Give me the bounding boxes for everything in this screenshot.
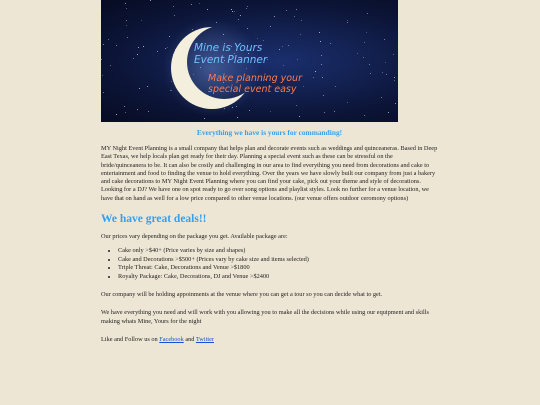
star xyxy=(395,103,396,104)
star xyxy=(232,11,233,12)
star xyxy=(369,64,370,65)
twitter-link[interactable]: Twitter xyxy=(195,335,214,343)
star xyxy=(294,16,295,17)
tagline: Everything we have is yours for commanding! xyxy=(196,128,343,137)
star xyxy=(322,77,323,78)
star xyxy=(150,0,151,1)
star xyxy=(270,26,271,27)
star xyxy=(101,59,102,60)
star xyxy=(126,8,127,9)
hero-title-line1: Mine is Yours xyxy=(194,42,263,54)
star xyxy=(279,49,280,50)
star xyxy=(288,45,289,46)
star xyxy=(148,111,149,112)
star xyxy=(286,10,287,11)
hero-subtitle-line1: Make planning your xyxy=(208,73,302,84)
star xyxy=(323,95,324,96)
star xyxy=(143,46,144,47)
star xyxy=(125,112,126,113)
star xyxy=(191,4,192,5)
star xyxy=(394,77,395,78)
star xyxy=(174,15,175,16)
facebook-link[interactable]: Facebook xyxy=(159,335,184,343)
star xyxy=(347,102,348,103)
intro-paragraph: MY Night Event Planning is a small company that helps plan and decorate events such as weddings and quinceaneras. Based in Deep East Texas, we help locals plan get ready for their day. Planning a special event such as these can be stressful on the bride/quinceanera to be. It can also be costly and challenging in our area to find everything you need from decorations and cake to entertainment and food to finding the venue to hold everything. Over the years we have slowly built our company from just a bakery and cake decorations to MY Night Event Planning where you can find your cake, pick out your theme and style of decorations. Looking for a DJ? We have one on spot ready to go over song options and playlist styles. Look no further for a venue location, we have that on hand as well for a low price compared to other venue locations. (our venue offers outdoor ceromony options) xyxy=(101,145,438,202)
star xyxy=(124,106,125,107)
star xyxy=(384,39,385,40)
star xyxy=(126,20,127,21)
social-prefix: Like and Follow us on xyxy=(101,335,158,343)
star xyxy=(382,72,383,73)
star xyxy=(234,11,235,12)
closing-paragraph: We have everything you need and will work with you allowing you to make all the decisions while using our equipment and skills making whats Mine, Yours for the night xyxy=(101,309,429,325)
star xyxy=(364,115,365,116)
star xyxy=(296,105,297,106)
star xyxy=(263,40,264,41)
star xyxy=(330,43,331,44)
star xyxy=(296,9,297,10)
star xyxy=(303,86,304,87)
star xyxy=(157,51,158,52)
star xyxy=(274,16,275,17)
star xyxy=(133,58,134,59)
hero-title xyxy=(194,42,267,66)
hero-subtitle xyxy=(208,73,302,95)
package-list xyxy=(101,247,438,281)
star xyxy=(347,22,348,23)
list-item: • Royalty Package: Cake, Decorations, DJ and Venue >$2400 xyxy=(118,273,438,281)
star xyxy=(321,64,322,65)
star xyxy=(139,88,140,89)
star xyxy=(370,73,371,74)
star xyxy=(324,112,325,113)
star xyxy=(385,62,386,63)
star xyxy=(199,3,200,4)
star xyxy=(147,86,148,87)
star xyxy=(116,114,117,115)
star xyxy=(297,59,298,60)
star xyxy=(247,6,248,7)
star xyxy=(204,118,205,119)
star xyxy=(246,8,247,9)
social-and: and xyxy=(185,335,195,343)
list-item: • Triple Threat: Cake, Decorations and Venue >$1800 xyxy=(118,264,438,272)
star xyxy=(173,6,174,7)
list-item: • Cake and Decorations >$500+ (Prices vary by cake size and items selected) xyxy=(118,256,438,264)
star xyxy=(363,57,364,58)
star xyxy=(319,32,320,33)
star xyxy=(283,65,284,66)
star xyxy=(299,116,300,117)
star xyxy=(300,34,301,35)
hero-banner xyxy=(101,0,398,122)
star xyxy=(321,55,322,56)
hero-subtitle-line2: special event easy xyxy=(208,84,297,95)
star xyxy=(386,74,387,75)
star xyxy=(270,111,271,112)
star xyxy=(127,37,128,38)
social-links xyxy=(101,336,438,344)
star xyxy=(393,54,394,55)
star xyxy=(125,3,126,4)
star xyxy=(126,25,127,26)
crescent-moon-icon xyxy=(162,18,262,118)
main-content xyxy=(101,0,438,344)
star xyxy=(110,65,111,66)
star xyxy=(320,41,321,42)
star xyxy=(137,109,138,110)
star xyxy=(138,47,139,48)
star xyxy=(334,111,335,112)
hero-title-line2: Event Planner xyxy=(194,54,268,66)
star xyxy=(366,32,367,33)
star xyxy=(388,112,389,113)
star xyxy=(315,71,316,72)
star xyxy=(103,92,104,93)
deals-heading: We have great deals!! xyxy=(101,213,207,226)
star xyxy=(207,9,208,10)
star xyxy=(231,9,232,10)
star xyxy=(108,39,109,40)
list-item: • Cake only >$40+ (Price varies by size and shapes) xyxy=(118,247,438,255)
star xyxy=(381,97,382,98)
star xyxy=(240,15,241,16)
appointments-paragraph: Our company will be holding appoinments at the venue where you can get a tour so you can decide what to get. xyxy=(101,291,383,298)
star xyxy=(357,53,358,54)
star xyxy=(282,46,283,47)
star xyxy=(367,13,368,14)
star xyxy=(141,20,142,21)
star xyxy=(301,20,302,21)
star xyxy=(394,80,395,81)
star xyxy=(364,42,365,43)
star xyxy=(335,86,336,87)
star xyxy=(313,77,314,78)
star xyxy=(103,44,104,45)
prices-intro: Our prices vary depending on the package you get. Available package are: xyxy=(101,233,288,241)
star xyxy=(137,54,138,55)
star xyxy=(116,45,117,46)
star xyxy=(102,75,103,76)
